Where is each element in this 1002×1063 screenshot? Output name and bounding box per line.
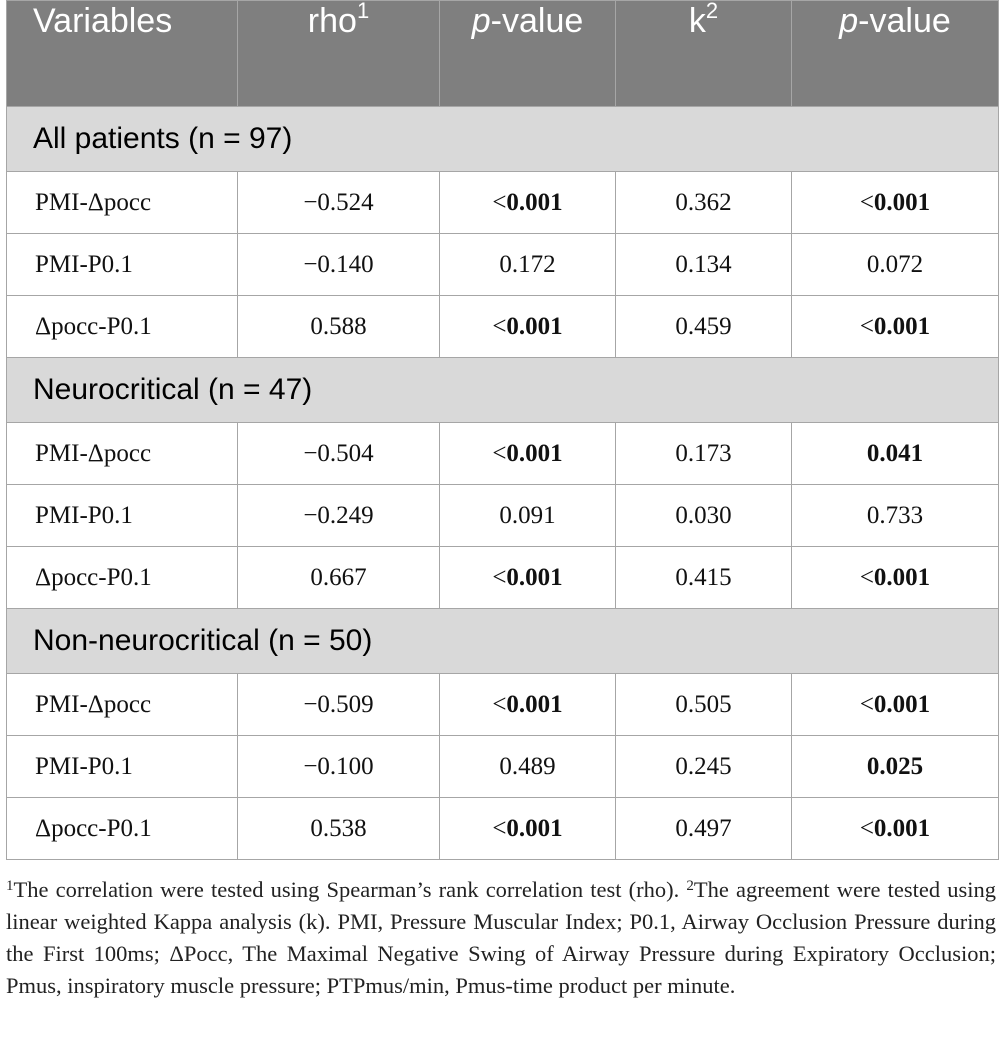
cell-rho: 0.588 bbox=[238, 296, 440, 358]
less-than-sign: < bbox=[492, 563, 507, 591]
table-row bbox=[7, 485, 999, 547]
table-row bbox=[7, 547, 999, 609]
cell-kappa: 0.134 bbox=[616, 234, 792, 296]
table-row bbox=[7, 172, 999, 234]
header-p-value-kappa: p-value bbox=[792, 1, 999, 107]
p-value-number: 0.001 bbox=[506, 312, 563, 340]
less-than-sign: < bbox=[492, 188, 507, 216]
less-than-sign: < bbox=[492, 814, 507, 842]
less-than-sign: < bbox=[859, 563, 874, 591]
cell-kappa: 0.505 bbox=[616, 674, 792, 736]
cell-kappa: 0.459 bbox=[616, 296, 792, 358]
p-value-number: 0.489 bbox=[499, 752, 556, 780]
cell-p-value-kappa bbox=[792, 798, 999, 860]
p-value-number: 0.001 bbox=[873, 563, 931, 591]
cell-p-value-kappa bbox=[792, 423, 999, 485]
table-row bbox=[7, 234, 999, 296]
cell-rho: −0.524 bbox=[238, 172, 440, 234]
cell-kappa: 0.030 bbox=[616, 485, 792, 547]
cell-p-value-correlation bbox=[440, 674, 616, 736]
header-variables: Variables bbox=[7, 1, 238, 107]
cell-p-value-correlation bbox=[440, 485, 616, 547]
table-footnote: $^1$The correlation were tested using Spearman’s rank correlation test (rho). $^2$The agreement were tested using linear weighted Kappa analysis (k). PMI, Pressure Muscular Index; P0.1, Airway Occlusion Pressure during the First 100ms; ΔPocc, The Maximal Negative Swing of Airway Pressure during Expiratory Occlusion; Pmus, inspiratory muscle pressure; PTPmus/min, Pmus-time product per minute. bbox=[6, 877, 996, 998]
table-row bbox=[7, 798, 999, 860]
header-p-value-correlation: p-value bbox=[440, 1, 616, 107]
cell-p-value-correlation bbox=[440, 234, 616, 296]
cell-kappa: 0.415 bbox=[616, 547, 792, 609]
cell-p-value-kappa bbox=[792, 547, 999, 609]
cell-rho: 0.538 bbox=[238, 798, 440, 860]
cell-rho: −0.509 bbox=[238, 674, 440, 736]
less-than-sign: < bbox=[859, 312, 874, 340]
p-value-number: 0.733 bbox=[866, 501, 924, 529]
p-value-number: 0.072 bbox=[866, 250, 924, 278]
cell-variable: PMI-P0.1 bbox=[7, 736, 238, 798]
cell-rho: −0.249 bbox=[238, 485, 440, 547]
p-value-number: 0.001 bbox=[873, 690, 931, 718]
less-than-sign: < bbox=[859, 814, 874, 842]
p-value-number: 0.001 bbox=[506, 690, 563, 718]
p-value-number: 0.091 bbox=[499, 501, 556, 529]
p-value-number: 0.001 bbox=[506, 563, 563, 591]
p-value-number: 0.001 bbox=[506, 814, 563, 842]
group-label: Neurocritical (n = 47) bbox=[7, 358, 999, 423]
table-row bbox=[7, 296, 999, 358]
cell-p-value-correlation bbox=[440, 172, 616, 234]
cell-p-value-kappa bbox=[792, 736, 999, 798]
cell-variable: PMI-Δpocc bbox=[7, 423, 238, 485]
cell-p-value-correlation bbox=[440, 296, 616, 358]
group-row bbox=[7, 358, 999, 423]
header-rho: rho$^1$ bbox=[238, 1, 440, 107]
p-value-number: 0.041 bbox=[866, 439, 924, 467]
cell-variable: PMI-Δpocc bbox=[7, 172, 238, 234]
cell-rho: −0.100 bbox=[238, 736, 440, 798]
cell-variable: Δpocc-P0.1 bbox=[7, 798, 238, 860]
p-value-number: 0.025 bbox=[866, 752, 924, 780]
table-header-row bbox=[7, 1, 999, 107]
p-value-number: 0.001 bbox=[873, 814, 931, 842]
group-label: All patients (n = 97) bbox=[7, 107, 999, 172]
cell-kappa: 0.497 bbox=[616, 798, 792, 860]
cell-p-value-kappa bbox=[792, 234, 999, 296]
cell-rho: −0.140 bbox=[238, 234, 440, 296]
table-row bbox=[7, 674, 999, 736]
p-value-number: 0.172 bbox=[499, 250, 556, 278]
group-row bbox=[7, 107, 999, 172]
p-value-number: 0.001 bbox=[873, 312, 931, 340]
cell-p-value-correlation bbox=[440, 423, 616, 485]
header-kappa: $k^2$ bbox=[616, 1, 792, 107]
cell-p-value-kappa bbox=[792, 296, 999, 358]
table-row bbox=[7, 423, 999, 485]
cell-p-value-kappa bbox=[792, 172, 999, 234]
cell-rho: −0.504 bbox=[238, 423, 440, 485]
cell-variable: PMI-P0.1 bbox=[7, 234, 238, 296]
cell-p-value-correlation bbox=[440, 798, 616, 860]
cell-kappa: 0.173 bbox=[616, 423, 792, 485]
p-value-number: 0.001 bbox=[506, 188, 563, 216]
cell-kappa: 0.245 bbox=[616, 736, 792, 798]
less-than-sign: < bbox=[492, 690, 507, 718]
cell-p-value-kappa bbox=[792, 485, 999, 547]
cell-p-value-correlation bbox=[440, 547, 616, 609]
cell-rho: 0.667 bbox=[238, 547, 440, 609]
group-label: Non-neurocritical (n = 50) bbox=[7, 609, 999, 674]
p-value-number: 0.001 bbox=[506, 439, 563, 467]
less-than-sign: < bbox=[492, 439, 507, 467]
p-value-number: 0.001 bbox=[873, 188, 931, 216]
less-than-sign: < bbox=[859, 690, 874, 718]
cell-variable: Δpocc-P0.1 bbox=[7, 296, 238, 358]
less-than-sign: < bbox=[492, 312, 507, 340]
less-than-sign: < bbox=[859, 188, 874, 216]
cell-kappa: 0.362 bbox=[616, 172, 792, 234]
cell-variable: Δpocc-P0.1 bbox=[7, 547, 238, 609]
cell-variable: PMI-P0.1 bbox=[7, 485, 238, 547]
group-row bbox=[7, 609, 999, 674]
results-table bbox=[6, 0, 999, 860]
cell-p-value-correlation bbox=[440, 736, 616, 798]
cell-p-value-kappa bbox=[792, 674, 999, 736]
cell-variable: PMI-Δpocc bbox=[7, 674, 238, 736]
table-row bbox=[7, 736, 999, 798]
